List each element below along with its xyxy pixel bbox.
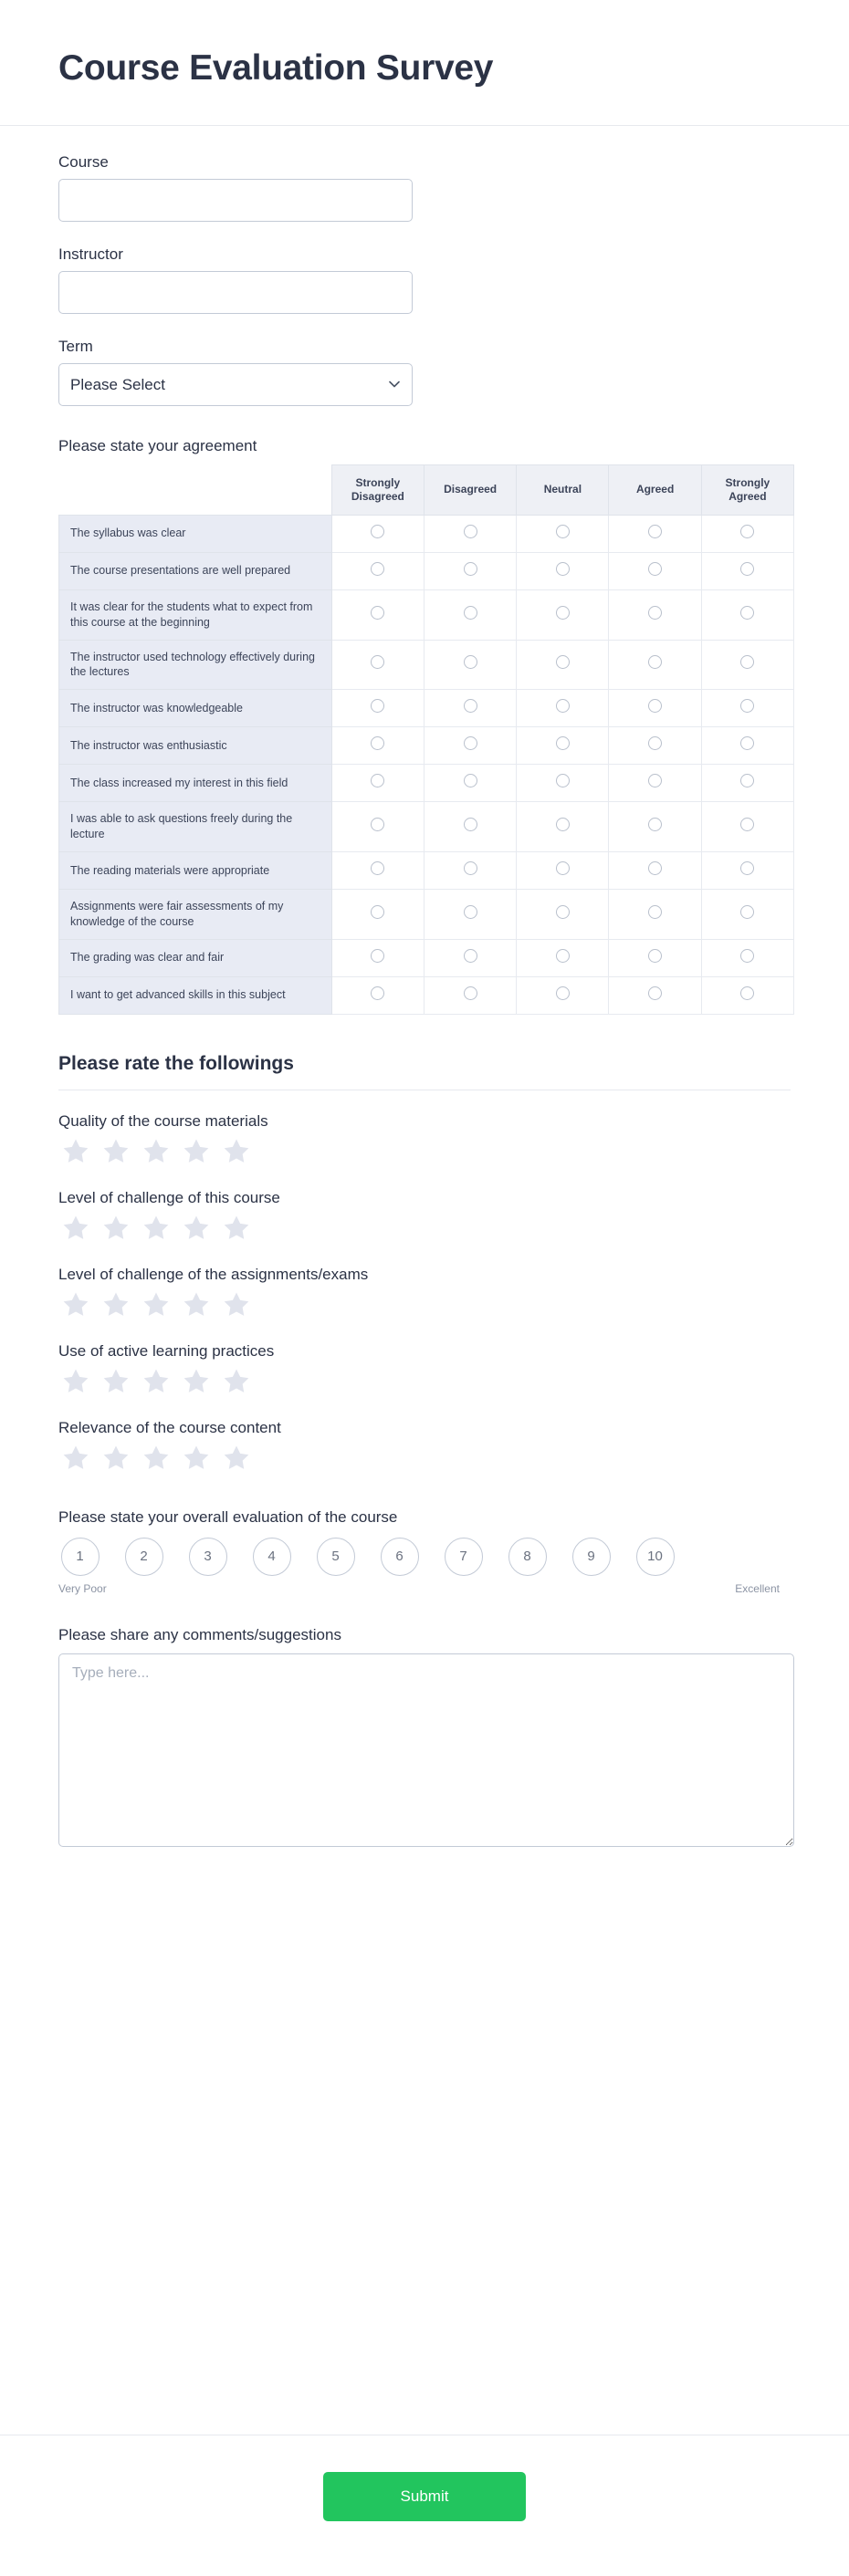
radio-button[interactable] [556, 736, 570, 750]
radio-button[interactable] [556, 606, 570, 620]
scale-item[interactable] [250, 1538, 293, 1576]
rating-label: Relevance of the course content [58, 1418, 281, 1436]
form-header [0, 0, 849, 126]
matrix-row-label: The grading was clear and fair [59, 939, 332, 976]
radio-button[interactable] [740, 655, 754, 669]
scale-option[interactable]: 3 [189, 1538, 227, 1576]
matrix-radio-cell[interactable] [609, 589, 701, 640]
matrix-radio-cell[interactable] [331, 727, 424, 765]
matrix-row-label: I was able to ask questions freely during the lecture [59, 802, 332, 852]
star-icon[interactable] [181, 1443, 212, 1474]
radio-button[interactable] [464, 905, 477, 919]
matrix-radio-cell[interactable] [331, 939, 424, 976]
form-body [0, 126, 849, 1887]
matrix-radio-cell[interactable] [701, 640, 793, 690]
matrix-radio-cell[interactable] [424, 589, 516, 640]
matrix-row-label: The instructor used technology effectively during the lectures [59, 640, 332, 690]
matrix-radio-cell[interactable] [609, 890, 701, 940]
scale-option[interactable]: 9 [572, 1538, 611, 1576]
radio-button[interactable] [556, 699, 570, 713]
matrix-row-label: It was clear for the students what to expect from this course at the beginning [59, 589, 332, 640]
matrix-radio-cell[interactable] [517, 890, 609, 940]
star-icon[interactable] [141, 1213, 172, 1244]
rating-block [58, 1342, 791, 1397]
field-instructor [58, 245, 791, 314]
matrix-radio-cell[interactable] [331, 852, 424, 890]
matrix-radio-cell[interactable] [424, 552, 516, 589]
radio-button[interactable] [371, 606, 384, 620]
table-row [59, 852, 794, 890]
matrix-radio-cell[interactable] [609, 976, 701, 1014]
matrix-radio-cell[interactable] [609, 690, 701, 727]
radio-button[interactable] [648, 525, 662, 538]
scale-option[interactable]: 7 [445, 1538, 483, 1576]
rating-label: Quality of the course materials [58, 1111, 268, 1130]
matrix-radio-cell[interactable] [331, 552, 424, 589]
matrix-radio-cell[interactable] [424, 890, 516, 940]
agreement-matrix-title: Please state your agreement [58, 436, 257, 454]
radio-button[interactable] [740, 774, 754, 787]
matrix-radio-cell[interactable] [701, 589, 793, 640]
matrix-col-header: Disagreed [424, 464, 516, 515]
table-row [59, 690, 794, 727]
overall-scale-block [58, 1508, 791, 1595]
radio-button[interactable] [464, 774, 477, 787]
radio-button[interactable] [740, 699, 754, 713]
matrix-radio-cell[interactable] [701, 939, 793, 976]
radio-button[interactable] [740, 562, 754, 576]
star-icon[interactable] [221, 1213, 252, 1244]
table-row [59, 640, 794, 690]
matrix-radio-cell[interactable] [701, 976, 793, 1014]
star-icon[interactable] [100, 1366, 131, 1397]
matrix-col-header: Strongly Disagreed [331, 464, 424, 515]
submit-button[interactable]: Submit [323, 2472, 526, 2521]
radio-button[interactable] [556, 986, 570, 1000]
course-label: Course [58, 152, 109, 171]
radio-button[interactable] [648, 606, 662, 620]
course-input[interactable] [58, 179, 413, 222]
star-icon[interactable] [100, 1443, 131, 1474]
matrix-row-label: The instructor was enthusiastic [59, 727, 332, 765]
scale-item[interactable] [186, 1538, 229, 1576]
matrix-radio-cell[interactable] [609, 515, 701, 552]
matrix-body [59, 515, 794, 1014]
radio-button[interactable] [556, 861, 570, 875]
table-row [59, 976, 794, 1014]
matrix-radio-cell[interactable] [517, 690, 609, 727]
scale-captions [58, 1582, 780, 1595]
radio-button[interactable] [648, 774, 662, 787]
scale-item[interactable] [314, 1538, 357, 1576]
matrix-radio-cell[interactable] [517, 640, 609, 690]
field-term [58, 338, 791, 406]
radio-button[interactable] [740, 525, 754, 538]
term-select-wrap [58, 363, 413, 406]
matrix-col-header: Strongly Agreed [701, 464, 793, 515]
table-row [59, 515, 794, 552]
radio-button[interactable] [371, 655, 384, 669]
radio-button[interactable] [740, 861, 754, 875]
radio-button[interactable] [371, 562, 384, 576]
matrix-row-label: The reading materials were appropriate [59, 852, 332, 890]
matrix-radio-cell[interactable] [517, 939, 609, 976]
table-row [59, 939, 794, 976]
instructor-label: Instructor [58, 245, 123, 263]
matrix-radio-cell[interactable] [701, 890, 793, 940]
radio-button[interactable] [648, 562, 662, 576]
table-row [59, 890, 794, 940]
scale-row [58, 1538, 791, 1576]
star-icon[interactable] [60, 1443, 91, 1474]
star-icon[interactable] [181, 1136, 212, 1167]
matrix-radio-cell[interactable] [701, 515, 793, 552]
star-icon[interactable] [100, 1136, 131, 1167]
table-row [59, 589, 794, 640]
form-footer [0, 2435, 849, 2576]
matrix-radio-cell[interactable] [517, 589, 609, 640]
matrix-row-label: The syllabus was clear [59, 515, 332, 552]
star-rating[interactable] [60, 1366, 791, 1397]
rating-block [58, 1266, 791, 1320]
agreement-matrix-block [58, 437, 791, 1015]
matrix-radio-cell[interactable] [424, 802, 516, 852]
scale-option[interactable]: 1 [61, 1538, 100, 1576]
radio-button[interactable] [740, 818, 754, 831]
scale-item[interactable] [122, 1538, 165, 1576]
matrix-radio-cell[interactable] [424, 939, 516, 976]
scale-option[interactable]: 10 [636, 1538, 675, 1576]
table-row [59, 552, 794, 589]
matrix-radio-cell[interactable] [331, 802, 424, 852]
radio-button[interactable] [371, 699, 384, 713]
star-rating[interactable] [60, 1289, 791, 1320]
matrix-row-label: I want to get advanced skills in this subject [59, 976, 332, 1014]
scale-option[interactable]: 5 [317, 1538, 355, 1576]
radio-button[interactable] [556, 774, 570, 787]
star-rating[interactable] [60, 1443, 791, 1474]
matrix-radio-cell[interactable] [609, 640, 701, 690]
radio-button[interactable] [648, 655, 662, 669]
table-row [59, 765, 794, 802]
star-icon[interactable] [141, 1136, 172, 1167]
radio-button[interactable] [464, 736, 477, 750]
scale-item[interactable] [442, 1538, 485, 1576]
matrix-radio-cell[interactable] [424, 976, 516, 1014]
scale-item[interactable] [58, 1538, 101, 1576]
matrix-radio-cell[interactable] [701, 690, 793, 727]
radio-button[interactable] [371, 949, 384, 963]
radio-button[interactable] [556, 655, 570, 669]
radio-button[interactable] [371, 525, 384, 538]
star-icon[interactable] [141, 1289, 172, 1320]
matrix-row-label: The class increased my interest in this field [59, 765, 332, 802]
matrix-radio-cell[interactable] [701, 552, 793, 589]
rating-label: Use of active learning practices [58, 1341, 275, 1360]
radio-button[interactable] [464, 606, 477, 620]
matrix-radio-cell[interactable] [701, 765, 793, 802]
matrix-radio-cell[interactable] [424, 727, 516, 765]
comments-textarea[interactable] [58, 1653, 794, 1847]
star-rating[interactable] [60, 1136, 791, 1167]
star-icon[interactable] [60, 1136, 91, 1167]
matrix-radio-cell[interactable] [517, 765, 609, 802]
rating-label: Level of challenge of this course [58, 1188, 280, 1206]
matrix-row-label: The instructor was knowledgeable [59, 690, 332, 727]
star-icon[interactable] [181, 1213, 212, 1244]
field-course [58, 153, 791, 222]
radio-button[interactable] [371, 818, 384, 831]
matrix-radio-cell[interactable] [701, 852, 793, 890]
matrix-radio-cell[interactable] [517, 515, 609, 552]
radio-button[interactable] [740, 986, 754, 1000]
scale-option[interactable]: 6 [381, 1538, 419, 1576]
star-icon[interactable] [100, 1213, 131, 1244]
matrix-radio-cell[interactable] [517, 802, 609, 852]
matrix-radio-cell[interactable] [424, 515, 516, 552]
radio-button[interactable] [464, 986, 477, 1000]
star-icon[interactable] [141, 1366, 172, 1397]
radio-button[interactable] [464, 655, 477, 669]
matrix-radio-cell[interactable] [331, 640, 424, 690]
rating-label: Level of challenge of the assignments/exams [58, 1265, 369, 1283]
matrix-radio-cell[interactable] [701, 802, 793, 852]
scale-option[interactable]: 4 [253, 1538, 291, 1576]
matrix-radio-cell[interactable] [331, 765, 424, 802]
scale-item[interactable] [506, 1538, 549, 1576]
matrix-radio-cell[interactable] [609, 765, 701, 802]
table-row [59, 802, 794, 852]
matrix-radio-cell[interactable] [609, 552, 701, 589]
matrix-radio-cell[interactable] [517, 976, 609, 1014]
radio-button[interactable] [556, 949, 570, 963]
radio-button[interactable] [648, 905, 662, 919]
radio-button[interactable] [740, 736, 754, 750]
radio-button[interactable] [371, 774, 384, 787]
matrix-row-label: The course presentations are well prepared [59, 552, 332, 589]
radio-button[interactable] [740, 949, 754, 963]
matrix-radio-cell[interactable] [424, 852, 516, 890]
instructor-input[interactable] [58, 271, 413, 314]
matrix-radio-cell[interactable] [517, 727, 609, 765]
radio-button[interactable] [464, 699, 477, 713]
radio-button[interactable] [464, 861, 477, 875]
star-icon[interactable] [181, 1289, 212, 1320]
matrix-radio-cell[interactable] [424, 690, 516, 727]
scale-option[interactable]: 2 [125, 1538, 163, 1576]
radio-button[interactable] [464, 562, 477, 576]
radio-button[interactable] [648, 699, 662, 713]
radio-button[interactable] [648, 861, 662, 875]
radio-button[interactable] [371, 861, 384, 875]
radio-button[interactable] [556, 818, 570, 831]
star-icon[interactable] [221, 1366, 252, 1397]
ratings-section-heading: Please rate the followings [58, 1053, 791, 1090]
term-select[interactable] [58, 363, 413, 406]
scale-item[interactable] [378, 1538, 421, 1576]
scale-option[interactable]: 8 [508, 1538, 547, 1576]
radio-button[interactable] [556, 525, 570, 538]
radio-button[interactable] [648, 986, 662, 1000]
star-icon[interactable] [60, 1366, 91, 1397]
radio-button[interactable] [648, 818, 662, 831]
star-icon[interactable] [221, 1289, 252, 1320]
matrix-radio-cell[interactable] [331, 589, 424, 640]
radio-button[interactable] [740, 606, 754, 620]
table-row [59, 727, 794, 765]
rating-block [58, 1112, 791, 1167]
star-icon[interactable] [221, 1136, 252, 1167]
radio-button[interactable] [648, 736, 662, 750]
scale-item[interactable] [634, 1538, 676, 1576]
term-label: Term [58, 337, 93, 355]
scale-item[interactable] [570, 1538, 613, 1576]
rating-block [58, 1189, 791, 1244]
matrix-radio-cell[interactable] [609, 852, 701, 890]
star-rating[interactable] [60, 1213, 791, 1244]
matrix-radio-cell[interactable] [331, 976, 424, 1014]
radio-button[interactable] [371, 986, 384, 1000]
radio-button[interactable] [740, 905, 754, 919]
radio-button[interactable] [556, 905, 570, 919]
overall-scale-label: Please state your overall evaluation of the course [58, 1507, 398, 1526]
matrix-radio-cell[interactable] [424, 640, 516, 690]
matrix-radio-cell[interactable] [331, 515, 424, 552]
star-icon[interactable] [100, 1289, 131, 1320]
rating-block [58, 1419, 791, 1474]
matrix-header-row [59, 464, 794, 515]
matrix-radio-cell[interactable] [517, 852, 609, 890]
matrix-radio-cell[interactable] [609, 939, 701, 976]
radio-button[interactable] [371, 736, 384, 750]
matrix-head [59, 464, 794, 515]
scale-low-caption: Very Poor [58, 1581, 107, 1595]
radio-button[interactable] [371, 905, 384, 919]
matrix-radio-cell[interactable] [424, 765, 516, 802]
matrix-radio-cell[interactable] [331, 690, 424, 727]
matrix-col-header: Agreed [609, 464, 701, 515]
star-icon[interactable] [221, 1443, 252, 1474]
star-icon[interactable] [60, 1213, 91, 1244]
radio-button[interactable] [464, 818, 477, 831]
page-title: Course Evaluation Survey [58, 48, 494, 88]
matrix-radio-cell[interactable] [609, 727, 701, 765]
matrix-radio-cell[interactable] [701, 727, 793, 765]
radio-button[interactable] [648, 949, 662, 963]
radio-button[interactable] [556, 562, 570, 576]
star-icon[interactable] [181, 1366, 212, 1397]
comments-block [58, 1626, 791, 1887]
matrix-col-header: Neutral [517, 464, 609, 515]
radio-button[interactable] [464, 525, 477, 538]
matrix-radio-cell[interactable] [609, 802, 701, 852]
radio-button[interactable] [464, 949, 477, 963]
matrix-radio-cell[interactable] [331, 890, 424, 940]
matrix-radio-cell[interactable] [517, 552, 609, 589]
star-icon[interactable] [60, 1289, 91, 1320]
matrix-row-label: Assignments were fair assessments of my knowledge of the course [59, 890, 332, 940]
star-icon[interactable] [141, 1443, 172, 1474]
comments-label: Please share any comments/suggestions [58, 1625, 341, 1643]
matrix-corner-cell [59, 464, 332, 515]
agreement-matrix-table [58, 464, 794, 1015]
scale-high-caption: Excellent [735, 1581, 780, 1595]
